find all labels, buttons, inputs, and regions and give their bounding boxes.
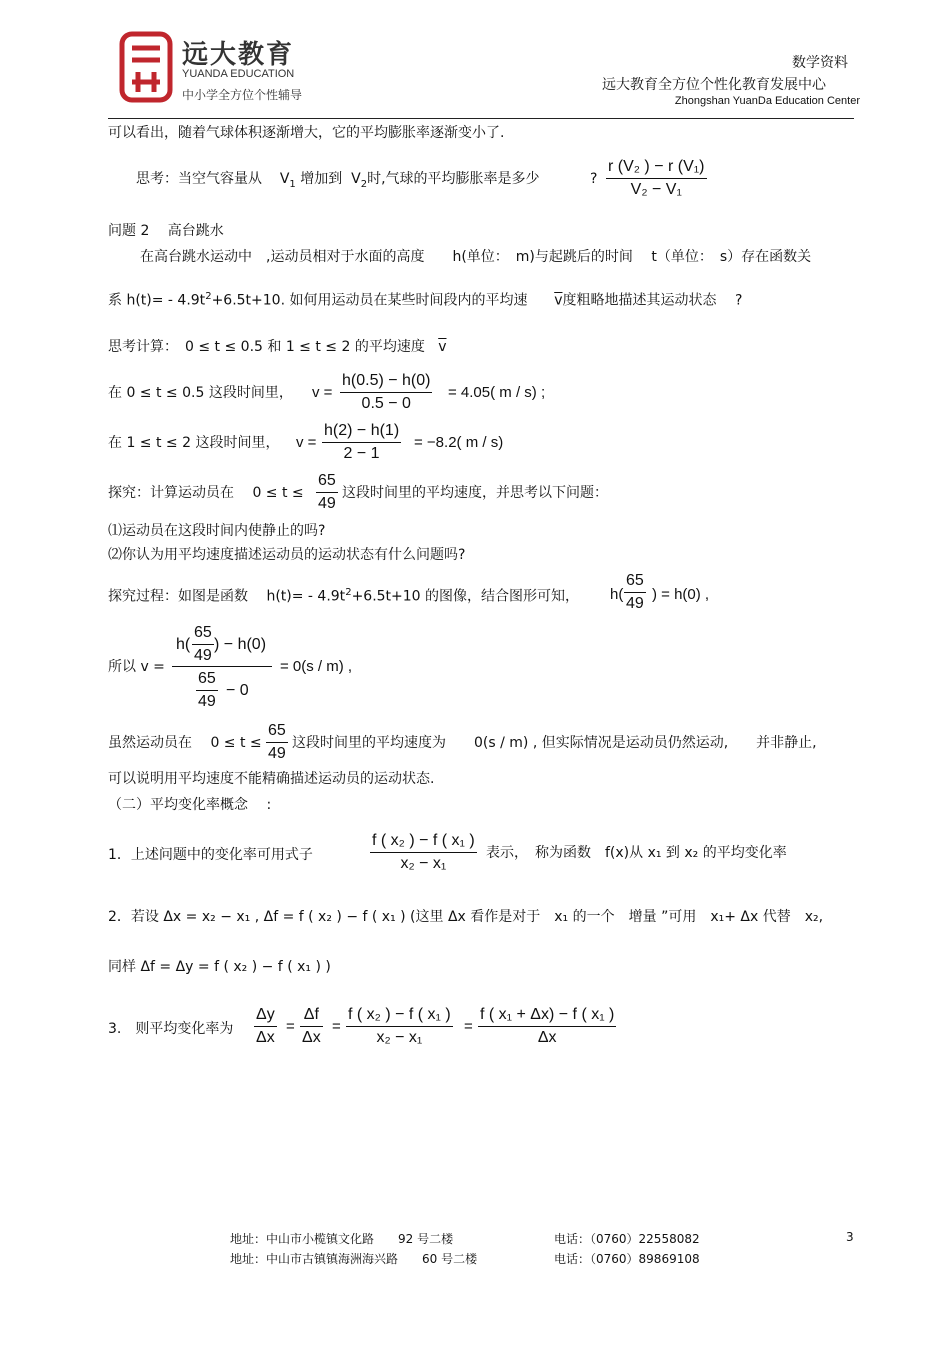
def-2: 2．若设 Δx = x₂ − x₁ , Δf = f ( x₂ ) − f ( x₁ ) (这里 Δx 看作是对于 x₁ 的一个 增量 ”可用 x₁+ Δx 代替 x₂, bbox=[108, 909, 824, 925]
footer-address-2: 地址：中山市古镇镇海洲海兴路 60 号二楼 bbox=[230, 1252, 478, 1266]
def-1-fraction: f ( x₂ ) − f ( x₁ ) x₂ − x₁ bbox=[372, 832, 475, 872]
def-3-frac-df: Δf Δx bbox=[302, 1006, 321, 1046]
header-divider bbox=[108, 118, 854, 119]
def-3-frac-dy: Δy Δx bbox=[256, 1006, 275, 1046]
def-3-eq-1: = bbox=[286, 1018, 295, 1035]
explore-label: 探究：计算运动员在 0 ≤ t ≤ bbox=[108, 485, 304, 501]
paragraph-2b: 系 $h(t)= - 4.9t^2+6.5t+10$. 如何用运动员在某些时间段内的平均速 $\overline{v}$度粗略地描述其运动状态 ? bbox=[108, 291, 743, 309]
question-2: ⑵你认为用平均速度描述运动员的运动状态有什么问题吗? bbox=[108, 547, 466, 563]
calc-1-fraction: h(0.5) − h(0) 0.5 − 0 bbox=[342, 372, 431, 412]
process-h-left: h( bbox=[610, 586, 624, 603]
logo-tagline: 中小学全方位个性辅导 bbox=[182, 88, 303, 102]
question-1: ⑴运动员在这段时间内使静止的吗? bbox=[108, 523, 326, 539]
org-name-en: Zhongshan YuanDa Education Center bbox=[674, 95, 860, 107]
paragraph-2a: 在高台跳水运动中 ,运动员相对于水面的高度 h(单位： m)与起跳后的时间 t（单位： s）存在函数关 bbox=[140, 249, 812, 265]
footer-page-number: 3 bbox=[846, 1230, 854, 1244]
explore-tail: 这段时间里的平均速度，并思考以下问题： bbox=[342, 485, 608, 501]
logo-seal-icon bbox=[118, 28, 174, 106]
problem-2-title: 问题 2 高台跳水 bbox=[108, 223, 224, 239]
def-3-frac-f: f ( x₂ ) − f ( x₁ ) x₂ − x₁ bbox=[348, 1006, 451, 1046]
so-result: = 0(s / m) , bbox=[280, 658, 353, 675]
think-question: 思考：当空气容量从 $V_1$ 增加到 $V_2$时,气球的平均膨胀率是多少 bbox=[136, 171, 540, 190]
question-mark: ? bbox=[590, 171, 598, 187]
though-line-2: 可以说明用平均速度不能精确描述运动员的运动状态. bbox=[108, 771, 435, 787]
though-label: 虽然运动员在 0 ≤ t ≤ bbox=[108, 735, 262, 751]
calc-1-result: = 4.05( m / s) ; bbox=[448, 384, 546, 401]
calc-1-veq: v = bbox=[312, 384, 333, 401]
def-3-eq-2: = bbox=[332, 1018, 341, 1035]
footer-phone-1: 电话：（0760）22558082 bbox=[554, 1232, 700, 1246]
so-label: 所以 v = bbox=[108, 659, 165, 675]
calc-intro: 思考计算： 0 ≤ t ≤ 0.5 和 1 ≤ t ≤ 2 的平均速度 $\overline{v}$ bbox=[108, 339, 447, 355]
process-h-right: ) = h(0) , bbox=[652, 586, 710, 603]
process-text: 探究过程：如图是函数 $h(t)= - 4.9t^2+6.5t+10$ 的图像，结合图形可知， bbox=[108, 587, 580, 605]
calc-2-label: 在 1 ≤ t ≤ 2 这段时间里， bbox=[108, 435, 280, 451]
footer-address-1: 地址：中山市小榄镇文化路 92 号二楼 bbox=[230, 1232, 454, 1246]
doc-type: 数学资料 bbox=[792, 55, 848, 71]
paragraph-1: 可以看出，随着气球体积逐渐增大，它的平均膨胀率逐渐变小了. bbox=[108, 125, 505, 141]
section-2-title: （二）平均变化率概念 : bbox=[108, 797, 272, 813]
calc-1-label: 在 0 ≤ t ≤ 0.5 这段时间里， bbox=[108, 385, 293, 401]
def-3-eq-3: = bbox=[464, 1018, 473, 1035]
logo-text-cn: 远大教育 bbox=[182, 40, 295, 70]
def-2b: 同样 Δf = Δy = f ( x₂ ) − f ( x₁ ) ) bbox=[108, 959, 331, 975]
def-3-label: 3. 则平均变化率为 bbox=[108, 1021, 234, 1037]
though-fraction: 65 49 bbox=[268, 722, 286, 762]
def-1-label: 1．上述问题中的变化率可用式子 bbox=[108, 847, 313, 863]
org-name: 远大教育全方位个性化教育发展中心 bbox=[602, 77, 826, 93]
footer-phone-2: 电话：（0760）89869108 bbox=[554, 1252, 700, 1266]
fraction-r: r (V₂ ) − r (V₁) V₂ − V₁ bbox=[608, 158, 705, 198]
though-tail: 这段时间里的平均速度为 0(s / m) , 但实际情况是运动员仍然运动, 并非静止, bbox=[292, 735, 817, 751]
so-fraction: h( 65 49 ) − h(0) 65 49 − 0 bbox=[172, 622, 276, 718]
calc-2-result: = −8.2( m / s) bbox=[414, 434, 504, 451]
calc-2-veq: v = bbox=[296, 434, 317, 451]
def-1-tail: 表示， 称为函数 f(x)从 x₁ 到 x₂ 的平均变化率 bbox=[486, 845, 787, 861]
logo-text-en: YUANDA EDUCATION bbox=[182, 68, 295, 80]
process-fraction: 65 49 bbox=[626, 572, 644, 612]
explore-fraction: 65 49 bbox=[318, 472, 336, 512]
def-3-frac-final: f ( x₁ + Δx) − f ( x₁ ) Δx bbox=[480, 1006, 615, 1046]
calc-2-fraction: h(2) − h(1) 2 − 1 bbox=[324, 422, 400, 462]
logo bbox=[118, 28, 318, 108]
